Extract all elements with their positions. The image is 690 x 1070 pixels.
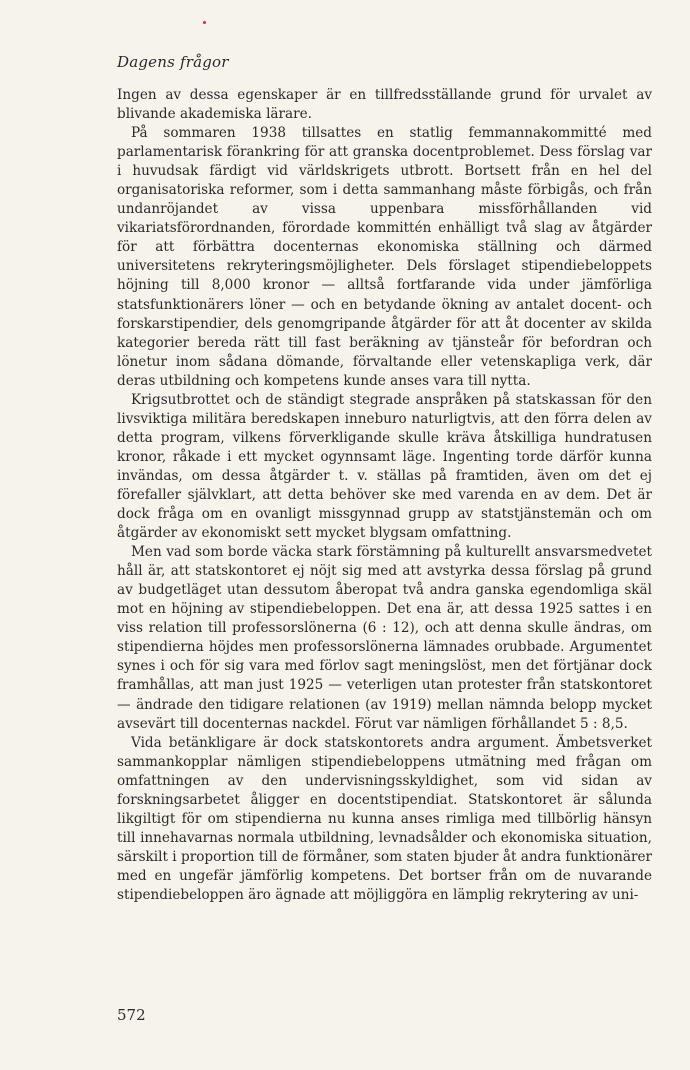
running-title: Dagens frågor xyxy=(117,53,229,71)
paragraph: Ingen av dessa egenskaper är en tillfredsställande grund för urvalet av blivande akademiska lärare. xyxy=(117,87,652,123)
paragraph: Men vad som borde väcka stark förstämning på kulturellt ansvarsmedvetet håll är, att statskontoret ej nöjt sig med att avstyrka dessa förslag på grund av budgetläget utan dessutom åberopat två andra ganska egendomliga skäl mot en höjning av stipendiebeloppen. Det ena är, att dessa 1925 sattes i en viss relation till professorslönerna (6 : 12), och att denna skulle ändras, om stipendierna höjdes men professorslönerna lämnades orubbade. Argumentet synes i och för sig vara med förlov sagt meningslöst, men det förtjänar dock framhållas, att man just 1925 — veterligen utan protester från statskontoret — ändrade den tidigare relationen (av 1919) mellan nämnda belopp mycket avsevärt till docenternas nackdel. Förut var nämligen förhållandet 5 : 8,5. xyxy=(117,544,652,732)
body-text xyxy=(117,86,652,905)
paragraph: På sommaren 1938 tillsattes en statlig femmannakommitté med parlamentarisk förankring för att granska docentproblemet. Dess förslag var i huvudsak färdigt vid världskrigets utbrott. Bortsett från en hel del organisatoriska reformer, som i detta sammanhang måste förbigås, och från undanröjandet av vissa uppenbara missförhållanden vid vikariatsförordnanden, förordade kommittén enhälligt två slag av åtgärder för att förbättra docenternas ekonomiska ställning och därmed universitetens rekryteringsmöjligheter. Dels förslaget stipendiebeloppets höjning till 8,000 kronor — alltså fortfarande vida under jämförliga statsfunktionärers löner — och en betydande ökning av antalet docent- och forskarstipendier, dels genomgripande åtgärder för att åt docenter av skilda kategorier bereda rätt till fast beräkning av tjänsteår för befordran och lönetur inom sådana dömande, förvaltande eller vetenskapliga verk, där deras utbildning och kompetens kunde anses vara till nytta. xyxy=(117,125,652,389)
print-mark-dot xyxy=(203,21,206,24)
paragraph: Vida betänkligare är dock statskontorets andra argument. Ämbetsverket sammankopplar nämligen stipendiebeloppens utmätning med frågan om omfattningen av den undervisningsskyldighet, som vid sidan av forskningsarbetet åligger en docentstipendiat. Statskontoret är sålunda likgiltigt för om stipendierna nu kunna anses rimliga med tillbörlig hänsyn till innehavarnas normala utbildning, levnadsålder och ekonomiska situation, särskilt i proportion till de förmåner, som staten bjuder åt andra funktionärer med en ungefär jämförlig kompetens. Det bortser från om de nuvarande stipendiebeloppen äro ägnade att möjliggöra en lämplig rekrytering av uni- xyxy=(117,734,652,903)
paragraph: Krigsutbrottet och de ständigt stegrade anspråken på statskassan för den livsviktiga militära beredskapen inneburo naturligtvis, att den förra delen av detta program, vilkens förverkligande skulle kräva åtskilliga hundratusen kronor, råkade i ett mycket ogynnsamt läge. Ingenting torde därför kunna invändas, om dessa åtgärder t. v. ställas på framtiden, även om det ej förefaller självklart, att detta behöver ske med varenda en av dem. Det är dock fråga om en ovanligt missgynnad grupp av statstjänstemän och om åtgärder av ekonomiskt sett mycket blygsam omfattning. xyxy=(117,391,652,542)
page-number: 572 xyxy=(117,1006,146,1024)
